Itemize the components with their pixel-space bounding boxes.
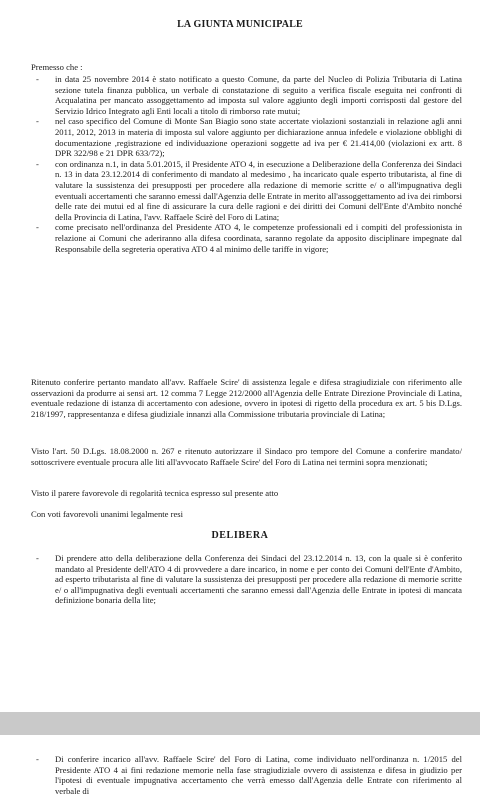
premesso-intro: Premesso che : [31,62,83,72]
list-item [31,74,462,116]
list-item [31,553,462,606]
list-item [31,116,462,158]
page-separator [0,712,480,735]
bullet-dash: - [36,116,39,127]
delibera-list [31,553,462,606]
list-item [31,159,462,223]
list-item-text: con ordinanza n.1, in data 5.01.2015, il Presidente ATO 4, in esecuzione a Deliberazione della Conferenza dei Sindaci n. 13 in data 23.12.2014 di conferimento di mandato al medesimo , ha incaricato quale esperto tributarista, al fine di valutare la sussistenza dei presupposti per procedere alla redazione di memorie scritte e/ o all'impugnativa degli eventuali accertamenti che saranno emessi dall'Agenzia delle Entrate in merito all'assoggettamento ad iva dei rimborsi delle rate dei mutui ed al fine di assicurare la cura delle ragioni e dei diritti dei Comuni dell'Ente d'Ambito nonché della Provincia di Latina, l'avv. Raffaele Scirè del Foro di Latina; [55,158,462,222]
document-title: LA GIUNTA MUNICIPALE [177,19,303,30]
delibera-heading: DELIBERA [211,530,269,541]
list-item-text: come precisato nell'ordinanza del Presidente ATO 4, le competenze professionali ed i compiti del professionista in relazione ai Comuni che aderiranno alla difesa coordinata, saranno regolate da apposito disciplinare impegnate dal Responsabile della segreteria operativa ATO 4 al minimo delle tariffe in vigore; [55,222,462,254]
bullet-dash: - [36,222,39,233]
visto-parere-paragraph: Visto il parere favorevole di regolarità tecnica espresso sul presente atto [31,488,279,498]
list-item-text: in data 25 novembre 2014 è stato notificato a questo Comune, da parte del Nucleo di Polizia Tributaria di Latina sezione tutela finanza pubblica, un verbale di constatazione di seguito a verifica fiscale eseguita nei confronti di Acqualatina per mancato assoggettamento ad imposta sul valore aggiunto degli importi corrisposti dal gestore del Servizio Idrico Integrato agli Enti locali a titolo di rimborso rate mutui; [55,74,462,116]
visto-art-paragraph: Visto l'art. 50 D.Lgs. 18.08.2000 n. 267 e ritenuto autorizzare il Sindaco pro tempore del Comune a conferire mandato/ sottoscrivere eventuale procura alle liti all'avvocato Raffaele Scire' del Foro di Latina nei termini sopra menzionati; [31,446,462,467]
list-item-text: Di prendere atto della deliberazione della Conferenza dei Sindaci del 23.12.2014 n. 13, con la quale si è conferito mandato al Presidente dell'ATO 4 di provvedere a dare incarico, in nome e per conto dei Comuni dell'Ente d'Ambito, ad esperto tributarista al fine di valutare la sussistenza dei presupposti per procedere alla redazione di memorie scritte e/ o all'impugnativa degli eventuali accertamenti che saranno emessi dall'Agenzia delle Entrate in ipotesi di mancata definizione bonaria della lite; [55,553,462,606]
bullet-dash: - [36,754,39,764]
list-item [31,754,462,796]
list-item [31,222,462,254]
premesso-list [31,74,462,254]
bullet-dash: - [36,158,39,169]
document-page-2 [0,735,480,800]
voti-paragraph: Con voti favorevoli unanimi legalmente resi [31,509,184,519]
list-item-text: nel caso specifico del Comune di Monte San Biagio sono state accertate violazioni sostanziali in relazione agli anni 2011, 2012, 2013 in materia di imposta sul valore aggiunto per dichiarazione annua infedele e violazione obblighi di documentazione ,registrazione ed individuazione operazioni soggette ad iva per € 21.414,00 (violazioni ex artt. 8 DPR 322/98 e 21 DPR 633/72); [55,116,462,159]
ritenuto-paragraph: Ritenuto conferire pertanto mandato all'avv. Raffaele Scire' di assistenza legale e difesa stragiudiziale con riferimento alle osservazioni da produrre ai sensi art. 12 comma 7 Legge 212/2000 all'Agenzia delle Entrate Direzione Provinciale di Latina, eventuale redazione di istanza di accertamento con adesione, ovvero in ipotesi di rigetto della procedura ex art. 5 bis D.Lgs. 218/1997, rappresentanza e difesa giudiziale innanzi alla Commissione tributaria provinciale di Latina; [31,377,462,419]
bullet-dash: - [36,553,39,563]
list-item-text: Di conferire incarico all'avv. Raffaele Scire' del Foro di Latina, come individuato nell'ordinanza n. 1/2015 del Presidente ATO 4 ai fini redazione memorie nella fase stragiudiziale ovvero di assistenza e difesa in giudizio per l'ipotesi di eventuale impugnativa accertamento che verrà emesso dall'Agenzia delle Entrate con riferimento al verbale di [55,754,462,796]
page2-list [31,754,462,796]
bullet-dash: - [36,74,39,84]
